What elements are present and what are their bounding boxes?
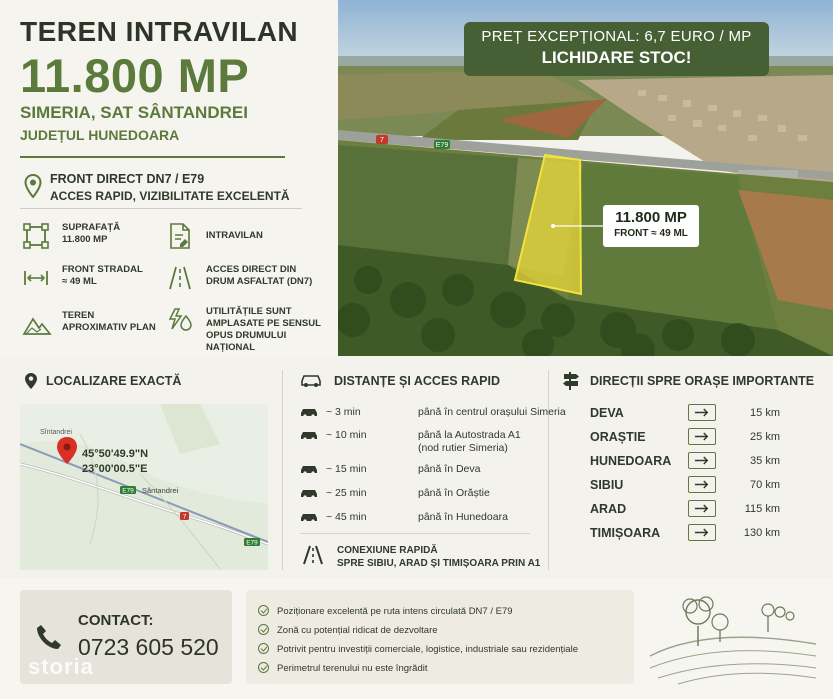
map-graphic [20, 404, 268, 570]
utilities-icon [166, 306, 194, 334]
contact-label: CONTACT: [78, 612, 154, 629]
distance-time: ~ 10 min [326, 429, 367, 441]
car-icon [300, 463, 318, 475]
distance-time: ~ 45 min [326, 511, 367, 523]
direction-row [590, 428, 790, 448]
car-icon [300, 406, 318, 418]
map-longitude: 23°00'00.5"E [82, 463, 148, 475]
car-icon [300, 511, 318, 523]
distance-desc-extra: (nod rutier Simeria) [418, 442, 508, 454]
distance-time: ~ 3 min [326, 406, 361, 418]
road-e79-label: E79 [435, 142, 449, 149]
direction-city: SIBIU [590, 478, 624, 492]
arrow-right-icon [688, 476, 716, 493]
feature-label: OPUS DRUMULUI NAȚIONAL [206, 330, 287, 353]
car-icon [300, 487, 318, 499]
stock-clearance-text: LICHIDARE STOC! [541, 48, 692, 67]
title-line1: TEREN INTRAVILAN [20, 16, 299, 47]
car-icon [300, 429, 318, 441]
direction-km: 115 km [744, 503, 780, 515]
title-area: 11.800 MP [20, 49, 250, 102]
landscape-illustration-icon [648, 586, 818, 686]
direction-city: TIMIȘOARA [590, 526, 661, 540]
plot-area: 11.800 MP [615, 209, 687, 226]
connection-line1: CONEXIUNE RAPIDĂ [337, 545, 438, 556]
divider [548, 370, 549, 570]
feature-label: FRONT STRADAL [62, 264, 143, 275]
direction-km: 70 km [750, 479, 780, 491]
storia-watermark: storia [28, 654, 94, 679]
distance-desc: până în Deva [418, 463, 481, 475]
width-arrows-icon [22, 264, 50, 292]
plot-label [603, 205, 699, 247]
divider [282, 370, 283, 570]
feature-value: APROXIMATIV PLAN [62, 322, 156, 333]
road-icon [166, 264, 194, 292]
benefit-item: Zonă cu potențial ridicat de dezvoltare [258, 624, 438, 636]
distance-time: ~ 15 min [326, 463, 367, 475]
map-road-7: 7 [182, 513, 187, 521]
front-line2: ACCES RAPID, VIZIBILITATE EXCELENTĂ [50, 189, 290, 203]
arrow-right-icon [688, 452, 716, 469]
direction-row [590, 476, 790, 496]
feature-label: AMPLASATE PE SENSUL [206, 318, 321, 329]
direction-row [590, 452, 790, 472]
benefit-item: Perimetrul terenului nu este îngrădit [258, 662, 428, 674]
arrow-right-icon [688, 500, 716, 517]
feature-label: ACCES DIRECT DIN [206, 264, 297, 275]
distances-title: DISTANȚE ȘI ACCES RAPID [334, 374, 500, 388]
phone-icon [34, 622, 64, 652]
connection-line2: SPRE SIBIU, ARAD ȘI TIMIȘOARA PRIN A1 [337, 558, 541, 569]
benefits-card [246, 590, 634, 684]
benefit-item: Poziționare excelentă pe ruta intens circulată DN7 / E79 [258, 605, 513, 617]
area-square-icon [22, 222, 50, 250]
location-title: LOCALIZARE EXACTĂ [46, 374, 182, 388]
document-icon [166, 222, 194, 250]
location-line2: JUDEȚUL HUNEDOARA [20, 127, 180, 143]
distance-desc: până în centrul orașului Simeria [418, 406, 566, 418]
location-map[interactable] [20, 404, 268, 570]
price-text: PREȚ EXCEPȚIONAL: 6,7 EURO / MP [481, 28, 752, 45]
direction-row [590, 524, 790, 544]
signpost-icon [562, 371, 580, 391]
map-village-label: Sîntandrei [40, 429, 72, 436]
price-banner [464, 22, 769, 76]
feature-intravilan [166, 222, 326, 252]
location-pin-icon [24, 372, 38, 390]
direction-city: ARAD [590, 502, 627, 516]
feature-terrain [22, 310, 162, 340]
direction-km: 130 km [743, 527, 780, 539]
feature-label: SUPRAFAȚĂ [62, 222, 121, 233]
benefit-item: Potrivit pentru investiții comerciale, logistice, industriale sau rezidențiale [258, 643, 578, 655]
direction-km: 25 km [750, 431, 780, 443]
feature-access [166, 264, 326, 294]
divider [20, 156, 285, 158]
distance-desc: până la Autostrada A1 [418, 429, 521, 441]
direction-km: 35 km [750, 455, 780, 467]
feature-utilities [166, 306, 336, 353]
arrow-right-icon [688, 524, 716, 541]
feature-value: 11.800 MP [62, 234, 108, 245]
feature-area [22, 222, 162, 252]
map-road-e79: E79 [246, 539, 258, 547]
directions-title: DIRECȚII SPRE ORAȘE IMPORTANTE [590, 374, 815, 388]
feature-label: UTILITĂȚILE SUNT [206, 306, 292, 317]
distance-time: ~ 25 min [326, 487, 367, 499]
arrow-right-icon [688, 428, 716, 445]
plot-front: FRONT ≈ 49 ML [614, 228, 688, 239]
distance-desc: până în Orăștie [418, 487, 490, 499]
front-info [20, 172, 320, 208]
distance-desc: până în Hunedoara [418, 511, 508, 523]
check-icon [258, 662, 269, 673]
map-road-e79: E79 [122, 487, 134, 495]
front-line1: FRONT DIRECT DN7 / E79 [50, 172, 205, 186]
divider [20, 208, 302, 209]
contact-phone[interactable]: 0723 605 520 [78, 634, 219, 660]
highway-icon [302, 544, 324, 566]
arrow-right-icon [688, 404, 716, 421]
direction-row [590, 500, 790, 520]
road-7-label: 7 [380, 137, 384, 144]
feature-label: INTRAVILAN [206, 230, 263, 241]
feature-value: DRUM ASFALTAT (DN7) [206, 276, 313, 287]
direction-city: HUNEDOARA [590, 454, 672, 468]
mountain-icon [22, 310, 52, 338]
location-pin-icon [24, 174, 42, 198]
header-panel [0, 0, 338, 356]
direction-city: DEVA [590, 406, 624, 420]
location-line1: SIMERIA, SAT SÂNTANDREI [20, 103, 248, 122]
contact-card[interactable] [20, 590, 232, 684]
divider [300, 533, 530, 534]
car-icon [300, 372, 322, 388]
check-icon [258, 624, 269, 635]
direction-row [590, 404, 790, 424]
feature-label: TEREN [62, 310, 95, 321]
feature-value: ≈ 49 ML [62, 276, 97, 287]
check-icon [258, 643, 269, 654]
map-village-label: Sântandrei [142, 486, 179, 495]
feature-front [22, 264, 162, 294]
map-latitude: 45°50'49.9"N [82, 448, 149, 460]
direction-km: 15 km [750, 407, 780, 419]
check-icon [258, 605, 269, 616]
direction-city: ORAȘTIE [590, 430, 646, 444]
